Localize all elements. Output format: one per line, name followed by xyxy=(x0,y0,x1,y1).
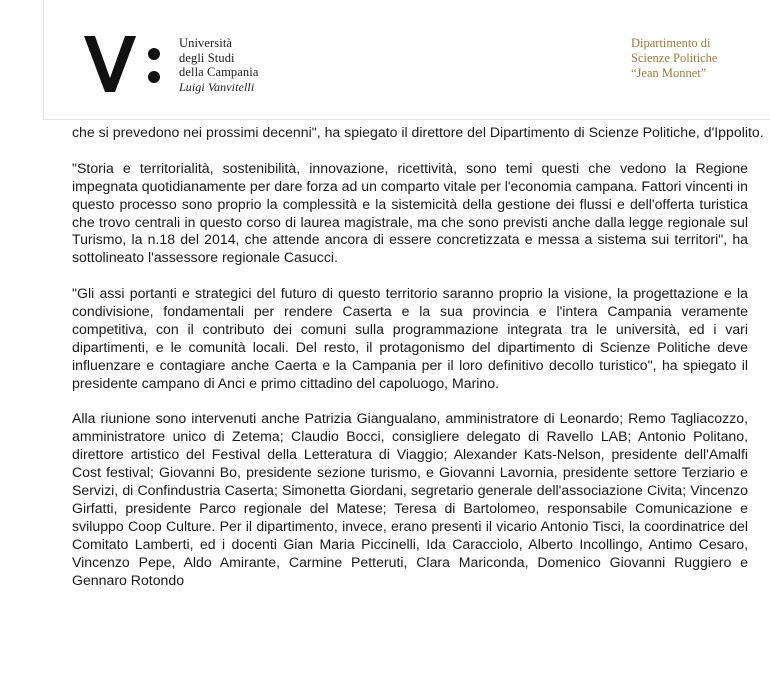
department-name-line: “Jean Monnet” xyxy=(631,66,707,80)
department-name-line: Scienze Politiche xyxy=(631,51,718,65)
department-name-line: Dipartimento di xyxy=(631,36,711,50)
university-name-line: della Campania xyxy=(179,65,259,79)
university-name-italic: Luigi Vanvitelli xyxy=(179,79,255,94)
article-paragraph: Alla riunione sono intervenuti anche Patrizia Giangualano, amministratore di Leonardo; Remo Tagliacozzo, amministratore unico di Zetema; Claudio Bocci, consigliere delegato di Ravello LAB; Antonio Politano, direttore artistico del Festival della Letteratura di Viaggio; Alexander Kats-Nelson, presidente dell'Amalfi Cost festival; Giovanni Bo, presidente sezione turismo, e Giovanni Lavornia, presidente settore Terziario e Servizi, di Confindustria Caserta; Simonetta Giordani, segretario generale dell'associazione Civita; Vincenzo Girfatti, presidente Parco regionale del Matese; Teresa di Bartolomeo, responsabile Comunicazione e sviluppo Coop Culture. Per il dipartimento, invece, erano presenti il vicario Antonio Tisci, la coordinatrice del Comitato Lamberti, ed i docenti Gian Maria Piccinelli, Ida Caracciolo, Alberto Incollingo, Antimo Cesaro, Vincenzo Pepe, Aldo Amirante, Carmine Petteruti, Clara Mariconda, Domenico Giovanni Ruggiero e Gennaro Rotondo xyxy=(72,410,748,588)
department-name xyxy=(631,36,717,81)
article-paragraph: che si prevedono nei prossimi decenni", ha spiegato il direttore del Dipartimento di Scienze Politiche, d'Ippolito. xyxy=(72,124,764,140)
university-name-line: degli Studi xyxy=(179,50,235,65)
article-body xyxy=(72,124,764,607)
university-logo-icon xyxy=(84,36,164,92)
university-name xyxy=(179,36,259,94)
university-name-line: Università xyxy=(179,36,233,50)
article-paragraph: "Gli assi portanti e strategici del futuro di questo territorio saranno proprio la visione, la progettazione e la condivisione, fondamentali per rendere Caserta e la sua provincia e l'intera Campania veramente competitiva, con il contributo dei comuni sulla programmazione integrata tra le università, ed i vari dipartimenti, e le comunità locali. Del resto, il protagonismo del dipartimento di Scienze Politiche deve influenzare e contagiare anche Caerta e la Campania per il loro definitivo decollo turistico", ha spiegato il presidente campano di Anci e primo cittadino del capoluogo, Marino. xyxy=(72,285,748,391)
article-paragraph: "Storia e territorialità, sostenibilità, innovazione, ricettività, sono temi questi che vedono la Regione impegnata quotidianamente per dare forza ad un comparto vitale per l'economia campana. Fattori vincenti in questo processo sono proprio la complessità e la sistemicità della gestione dei flussi e dell'offerta turistica che trovo centrali in questo corso di laurea magistrale, ma che sono previsti anche dalla legge regionale sul Turismo, la n.18 del 2014, che attende ancora di essere concretizzata e messa a sistema sui territori", ha sottolineato l'assessore regionale Casucci. xyxy=(72,159,748,266)
